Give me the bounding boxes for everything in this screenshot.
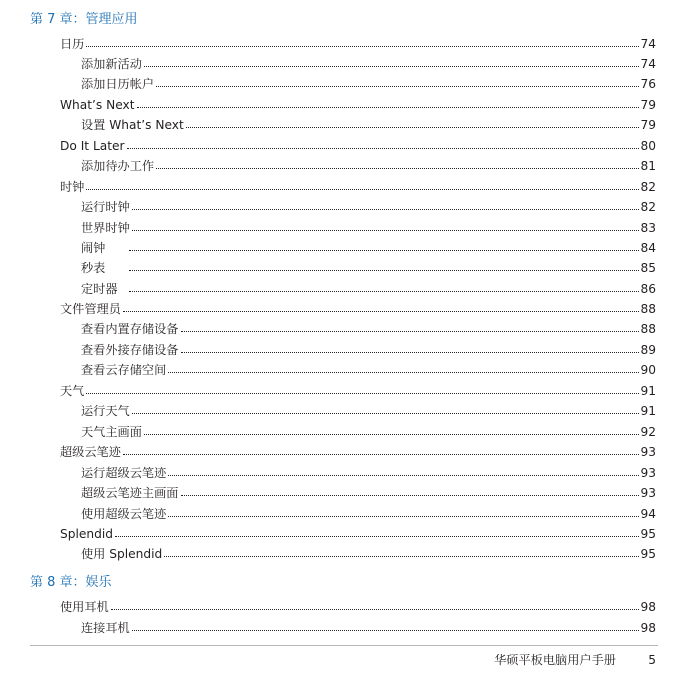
toc-subentry[interactable] [81, 403, 656, 419]
toc-entry-page: 86 [640, 282, 656, 296]
dot-leader [144, 66, 640, 67]
dot-leader [129, 250, 639, 251]
toc-entry-page: 93 [640, 445, 656, 459]
dot-leader [86, 46, 639, 47]
dot-leader [129, 270, 639, 271]
toc-entry[interactable] [60, 383, 656, 399]
toc-entry-label: 世界时钟 [81, 221, 130, 235]
toc-entry[interactable] [60, 301, 656, 317]
toc-entry-page: 81 [640, 159, 656, 173]
toc-entry-page: 74 [640, 57, 656, 71]
toc-subentry[interactable] [81, 424, 656, 440]
toc-entry-label: 天气 [60, 384, 85, 398]
toc-entry-page: 91 [640, 384, 656, 398]
toc-entry-page: 90 [640, 363, 656, 377]
toc-entry[interactable] [60, 179, 656, 195]
toc-subentry[interactable] [81, 485, 656, 501]
toc-entry-page: 92 [640, 425, 656, 439]
toc-entry-label: 时钟 [60, 180, 85, 194]
toc-entry-page: 89 [640, 343, 656, 357]
toc-entry-label: 添加新活动 [81, 57, 142, 71]
toc-entry-page: 74 [640, 37, 656, 51]
toc-entry-label: 查看云存储空间 [81, 363, 167, 377]
dot-leader [144, 434, 640, 435]
toc-entry-label: 查看内置存储设备 [81, 322, 179, 336]
toc-entry-label: 文件管理员 [60, 302, 121, 316]
dot-leader [129, 291, 639, 292]
toc-subentry[interactable] [81, 56, 656, 72]
chapter-heading: 第 7 章：管理应用 [30, 12, 138, 27]
toc-entry-page: 84 [640, 241, 656, 255]
toc-entry-label: 使用超级云笔迹 [81, 507, 167, 521]
toc-entry-page: 95 [640, 547, 656, 561]
toc-entry-page: 79 [640, 98, 656, 112]
toc-entry[interactable] [60, 36, 656, 52]
toc-subentry[interactable] [81, 506, 656, 522]
toc-entry-page: 95 [640, 527, 656, 541]
toc-subentry[interactable] [81, 321, 656, 337]
toc-entry-page: 76 [640, 77, 656, 91]
dot-leader [111, 609, 640, 610]
toc-entry-label: 设置 What’s Next [81, 118, 184, 132]
dot-leader [168, 475, 639, 476]
toc-entry-page: 82 [640, 180, 656, 194]
toc-entry-label: 连接耳机 [81, 621, 130, 635]
toc-entry[interactable] [60, 444, 656, 460]
toc-subentry[interactable] [81, 199, 656, 215]
dot-leader [132, 630, 640, 631]
toc-entry-label: 定时器 [81, 282, 118, 296]
toc-entry-label: 天气主画面 [81, 425, 142, 439]
dot-leader [86, 189, 639, 190]
toc-entry-label: 使用 Splendid [81, 547, 163, 561]
dot-leader [186, 127, 640, 128]
toc-entry-page: 88 [640, 302, 656, 316]
toc-entry-page: 80 [640, 139, 656, 153]
toc-entry-page: 98 [640, 600, 656, 614]
toc-entry-page: 91 [640, 404, 656, 418]
toc-entry-label: Do It Later [60, 139, 125, 153]
dot-leader [137, 107, 640, 108]
footer-manual-title: 华硕平板电脑用户手册 [494, 653, 616, 667]
toc-entry-page: 83 [640, 221, 656, 235]
toc-subentry[interactable] [81, 220, 656, 236]
toc-subentry[interactable] [81, 362, 656, 378]
toc-entry-label: 运行天气 [81, 404, 130, 418]
dot-leader [168, 516, 639, 517]
chapter-heading: 第 8 章：娱乐 [30, 575, 112, 590]
toc-subentry[interactable] [81, 260, 656, 276]
footer-divider [30, 645, 658, 646]
dot-leader [164, 556, 639, 557]
dot-leader [181, 352, 640, 353]
toc-subentry[interactable] [81, 76, 656, 92]
toc-entry-page: 85 [640, 261, 656, 275]
toc-entry-label: 日历 [60, 37, 85, 51]
toc-entry-label: 秒表 [81, 261, 106, 275]
toc-entry-label: 使用耳机 [60, 600, 109, 614]
dot-leader [156, 168, 639, 169]
toc-entry[interactable] [60, 599, 656, 615]
dot-leader [123, 311, 640, 312]
toc-entry-label: 查看外接存储设备 [81, 343, 179, 357]
toc-entry-label: Splendid [60, 527, 113, 541]
toc-entry-label: 闹钟 [81, 241, 106, 255]
toc-entry[interactable] [60, 97, 656, 113]
toc-subentry[interactable] [81, 158, 656, 174]
toc-subentry[interactable] [81, 546, 656, 562]
toc-entry-label: 运行超级云笔迹 [81, 466, 167, 480]
toc-subentry[interactable] [81, 281, 656, 297]
toc-entry-label: 超级云笔迹主画面 [81, 486, 179, 500]
toc-entry-page: 94 [640, 507, 656, 521]
toc-entry-page: 79 [640, 118, 656, 132]
dot-leader [123, 454, 640, 455]
toc-entry-page: 88 [640, 322, 656, 336]
toc-entry-label: 超级云笔迹 [60, 445, 121, 459]
dot-leader [181, 495, 640, 496]
footer-page-number: 5 [648, 653, 656, 667]
toc-subentry[interactable] [81, 117, 656, 133]
dot-leader [132, 413, 640, 414]
dot-leader [115, 536, 640, 537]
dot-leader [132, 230, 640, 231]
toc-subentry[interactable] [81, 465, 656, 481]
toc-entry-page: 98 [640, 621, 656, 635]
toc-entry-label: 运行时钟 [81, 200, 130, 214]
dot-leader [127, 148, 640, 149]
dot-leader [156, 86, 639, 87]
toc-entry-page: 93 [640, 486, 656, 500]
toc-entry-label: What’s Next [60, 98, 135, 112]
dot-leader [86, 393, 639, 394]
toc-entry-page: 93 [640, 466, 656, 480]
dot-leader [168, 372, 639, 373]
dot-leader [132, 209, 640, 210]
toc-entry-page: 82 [640, 200, 656, 214]
dot-leader [181, 331, 640, 332]
toc-entry-label: 添加日历帐户 [81, 77, 155, 91]
toc-subentry[interactable] [81, 342, 656, 358]
toc-subentry[interactable] [81, 240, 656, 256]
toc-entry-label: 添加待办工作 [81, 159, 155, 173]
toc-entry[interactable] [60, 526, 656, 542]
toc-entry[interactable] [60, 138, 656, 154]
toc-subentry[interactable] [81, 620, 656, 636]
